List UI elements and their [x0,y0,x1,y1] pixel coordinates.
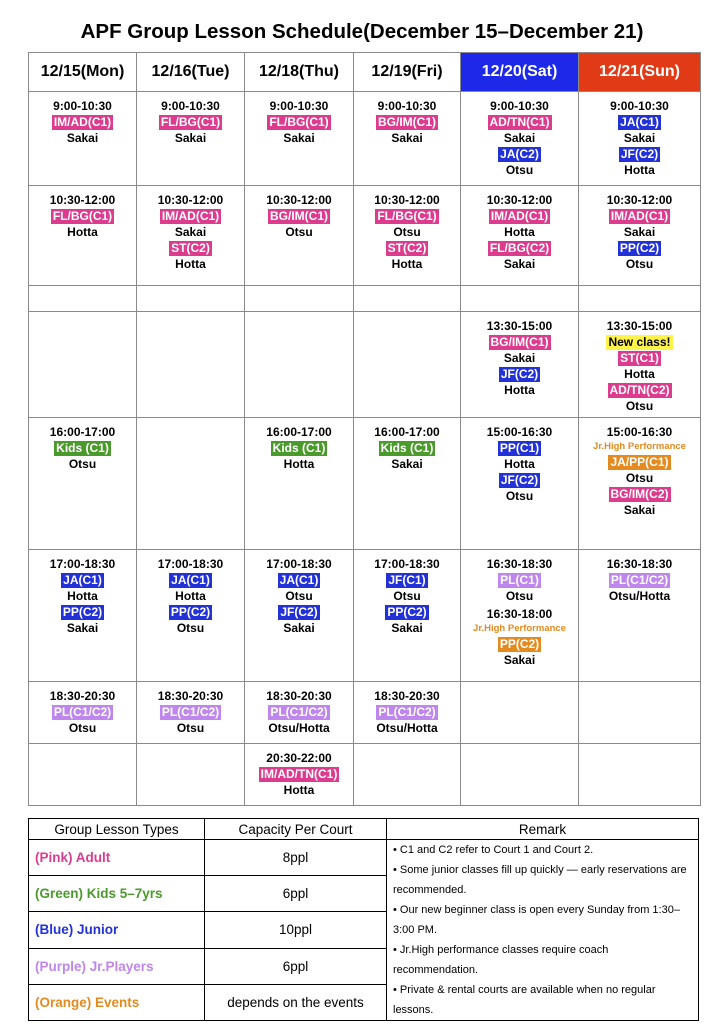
page-title: APF Group Lesson Schedule(December 15–December 21) [80,20,644,43]
schedule-cell [245,682,354,744]
lesson-label: PP(C2) [170,605,211,619]
lesson-label: BG/IM(C1) [490,335,549,349]
lesson-time: 17:00-18:30 [374,557,440,571]
lesson-teacher: Hotta [624,163,655,177]
lesson-block [461,418,578,504]
lesson-block [245,744,353,798]
lesson-block [579,550,700,604]
lesson-time: 9:00-10:30 [610,99,669,113]
lesson-teacher: Otsu/Hotta [376,721,438,735]
empty-cell [354,744,461,806]
schedule-cell [137,550,245,682]
day-header: 12/19(Fri) [354,53,461,92]
lesson-block [245,186,353,240]
lesson-block [245,550,353,636]
lesson-label: PL(C1/C2) [270,705,328,719]
lesson-time: 17:00-18:30 [266,557,332,571]
lesson-teacher: Sakai [174,131,207,145]
lesson-teacher: Otsu [625,399,654,413]
empty-cell [579,682,701,744]
schedule-cell [29,682,137,744]
schedule-cell [461,418,579,550]
lesson-block [461,92,578,178]
lesson-label: AD/TN(C2) [609,383,670,397]
lesson-time: 10:30-12:00 [266,193,332,207]
new-class-badge: New class! [608,335,671,349]
lesson-label: IM/AD/TN(C1) [260,767,338,781]
lesson-teacher: Sakai [391,457,423,471]
schedule-cell [461,312,579,418]
lesson-time: 16:00-17:00 [49,425,116,439]
capacity: depends on the events [205,984,387,1020]
lesson-block [461,312,578,398]
lesson-teacher: Hotta [283,783,315,797]
schedule-cell [245,744,354,806]
day-header-row [29,53,701,92]
lesson-block [461,186,578,272]
lesson-teacher: Sakai [503,351,536,365]
lesson-teacher: Sakai [503,131,536,145]
lesson-time: 9:00-10:30 [53,99,112,113]
lesson-block [354,92,460,146]
lesson-label: FL/BG(C1) [160,115,221,129]
lesson-label: PL(C1/C2) [53,705,112,719]
schedule-cell [245,186,354,286]
lesson-label: Kids (C1) [380,441,434,455]
lesson-time: 15:00-16:30 [486,425,553,439]
lesson-label: PL(C1/C2) [161,705,220,719]
lesson-teacher: Hotta [504,225,535,239]
lesson-label: ST(C1) [620,351,659,365]
lesson-teacher: Otsu [68,457,97,471]
lesson-teacher: Hotta [624,367,655,381]
lesson-block [354,418,460,472]
lesson-label: ST(C2) [171,241,210,255]
lesson-label: IM/AD(C1) [161,209,220,223]
lesson-label: PL(C1/C2) [610,573,669,587]
lesson-block [245,92,353,146]
lesson-block [245,682,353,736]
lesson-teacher: Hotta [175,589,206,603]
lesson-time: 16:30-18:30 [486,557,553,571]
lesson-teacher: Sakai [623,225,656,239]
schedule-cell [579,312,701,418]
lesson-teacher: Otsu [505,489,534,503]
lesson-teacher: Otsu/Hotta [268,721,330,735]
lesson-block [29,550,136,636]
lesson-time: 20:30-22:00 [266,751,332,765]
empty-cell [137,418,245,550]
capacity: 6ppl [205,948,387,984]
lesson-label: BG/IM(C1) [270,209,328,223]
lesson-label: IM/AD(C1) [53,115,112,129]
lesson-time: 10:30-12:00 [49,193,116,207]
schedule-cell [579,418,701,550]
lesson-block [354,186,460,272]
lesson-note: Jr.High Performance [473,623,566,634]
lesson-time: 17:00-18:30 [49,557,116,571]
lesson-label: AD/TN(C1) [489,115,550,129]
empty-cell [354,312,461,418]
lesson-teacher: Sakai [391,621,423,635]
lesson-label: JF(C1) [388,573,426,587]
lesson-teacher: Sakai [283,621,315,635]
lesson-label: ST(C2) [387,241,427,255]
lesson-time: 17:00-18:30 [157,557,224,571]
schedule-cell [137,92,245,186]
lesson-label: JF(C2) [500,473,539,487]
lesson-teacher: Sakai [623,503,656,517]
lesson-block [245,418,353,472]
lesson-time: 18:30-20:30 [157,689,224,703]
lesson-block [137,186,244,272]
schedule-row [29,286,701,312]
empty-cell [461,744,579,806]
day-header: 12/18(Thu) [245,53,354,92]
lesson-teacher: Sakai [66,621,99,635]
lesson-teacher: Otsu [68,721,97,735]
lesson-teacher: Sakai [503,257,536,271]
lesson-label: JF(C2) [280,605,318,619]
empty-cell [29,312,137,418]
lesson-teacher: Otsu [625,257,654,271]
lesson-label: Kids (C1) [56,441,109,455]
schedule-cell [29,186,137,286]
schedule-row [29,92,701,186]
day-header: 12/15(Mon) [29,53,137,92]
lesson-label: PP(C1) [499,441,540,455]
lesson-teacher: Hotta [67,225,98,239]
lesson-teacher: Otsu [285,589,313,603]
lesson-label: PL(C1/C2) [378,705,436,719]
schedule-cell [354,682,461,744]
lesson-teacher: Otsu [393,589,421,603]
lesson-block [579,92,700,178]
lesson-label: PP(C2) [499,637,540,651]
legend-table [28,818,699,1021]
lesson-label: PL(C1) [500,573,539,587]
lesson-time: 10:30-12:00 [486,193,553,207]
remark-list [387,840,699,1021]
lesson-teacher: Sakai [391,131,423,145]
lesson-type: (Green) Kids 5–7yrs [29,876,205,912]
legend-row [29,840,699,876]
day-header-saturday: 12/20(Sat) [461,53,579,92]
lesson-time: 13:30-15:00 [486,319,553,333]
empty-cell [461,286,579,312]
schedule-cell [354,550,461,682]
lesson-teacher: Otsu [505,589,534,603]
legend-header: Remark [387,819,699,840]
lesson-label: IM/AD(C1) [610,209,669,223]
lesson-teacher: Hotta [67,589,98,603]
schedule-row [29,186,701,286]
lesson-label: IM/AD(C1) [490,209,549,223]
lesson-block [137,682,244,736]
capacity: 8ppl [205,840,387,876]
empty-cell [29,286,137,312]
lesson-time: 10:30-12:00 [157,193,224,207]
empty-cell [137,312,245,418]
lesson-block [354,682,460,736]
lesson-time: 13:30-15:00 [606,319,673,333]
lesson-time: 18:30-20:30 [49,689,116,703]
schedule-cell [354,418,461,550]
lesson-label: JA(C1) [63,573,102,587]
lesson-time: 18:30-20:30 [374,689,440,703]
schedule-cell [245,418,354,550]
schedule-cell [579,92,701,186]
lesson-block [29,682,136,736]
lesson-teacher: Sakai [174,225,207,239]
lesson-time: 10:30-12:00 [606,193,673,207]
lesson-block [461,550,578,668]
lesson-time: 16:30-18:00 [486,607,553,621]
lesson-time: 16:00-17:00 [266,425,332,439]
lesson-time: 15:00-16:30 [606,425,673,439]
schedule-table [28,52,701,806]
lesson-teacher: Hotta [391,257,423,271]
empty-cell [137,286,245,312]
lesson-block [29,418,136,472]
capacity: 6ppl [205,876,387,912]
lesson-type: (Blue) Junior [29,912,205,948]
lesson-block [137,550,244,636]
lesson-teacher: Otsu [176,721,205,735]
lesson-teacher: Hotta [504,383,535,397]
legend-header: Group Lesson Types [29,819,205,840]
lesson-block [29,92,136,146]
schedule-cell [354,92,461,186]
lesson-teacher: Hotta [175,257,206,271]
lesson-teacher: Otsu [625,471,654,485]
lesson-label: BG/IM(C1) [378,115,436,129]
capacity: 10ppl [205,912,387,948]
lesson-block [579,186,700,272]
empty-cell [579,744,701,806]
schedule-cell [461,550,579,682]
remark-item: • Our new beginner class is open every Sunday from 1:30–3:00 PM. [393,904,680,936]
schedule-cell [461,186,579,286]
lesson-label: Kids (C1) [272,441,326,455]
lesson-type: (Purple) Jr.Players [29,948,205,984]
lesson-label: JA(C1) [620,115,659,129]
empty-cell [245,286,354,312]
lesson-label: FL/BG(C1) [377,209,437,223]
lesson-label: JF(C2) [620,147,659,161]
schedule-row [29,312,701,418]
schedule-cell [137,682,245,744]
lesson-label: FL/BG(C1) [269,115,329,129]
lesson-teacher: Sakai [66,131,99,145]
remark-item: • Private & rental courts are available when no regular lessons. [393,984,656,1016]
lesson-label: JA(C1) [279,573,319,587]
lesson-block [579,418,700,518]
lesson-block [354,550,460,636]
lesson-time: 10:30-12:00 [374,193,440,207]
empty-cell [579,286,701,312]
lesson-teacher: Otsu/Hotta [608,589,671,603]
schedule-cell [354,186,461,286]
lesson-label: FL/BG(C1) [52,209,113,223]
lesson-label: FL/BG(C2) [489,241,550,255]
lesson-label: PP(C2) [619,241,660,255]
lesson-teacher: Sakai [623,131,656,145]
lesson-time: 9:00-10:30 [377,99,437,113]
empty-cell [354,286,461,312]
schedule-cell [579,186,701,286]
empty-cell [137,744,245,806]
schedule-cell [461,92,579,186]
schedule-cell [137,186,245,286]
lesson-label: JA(C1) [171,573,210,587]
lesson-time: 18:30-20:30 [266,689,332,703]
lesson-teacher: Sakai [503,653,536,667]
lesson-teacher: Hotta [283,457,315,471]
empty-cell [461,682,579,744]
lesson-time: 16:30-18:30 [606,557,673,571]
schedule-row [29,550,701,682]
remark-item: • Jr.High performance classes require coach recommendation. [393,944,609,976]
schedule-row [29,682,701,744]
lesson-label: PP(C2) [387,605,427,619]
lesson-label: JA(C2) [500,147,539,161]
lesson-teacher: Otsu [393,225,421,239]
lesson-teacher: Sakai [283,131,315,145]
day-header-sunday: 12/21(Sun) [579,53,701,92]
lesson-label: JF(C2) [500,367,539,381]
schedule-row [29,744,701,806]
lesson-type: (Orange) Events [29,984,205,1020]
schedule-cell [245,92,354,186]
lesson-time: 9:00-10:30 [161,99,220,113]
lesson-label: PP(C2) [62,605,103,619]
remark-item: • Some junior classes fill up quickly — early reservations are recommended. [393,864,687,896]
lesson-label: BG/IM(C2) [610,487,669,501]
lesson-time: 16:00-17:00 [374,425,440,439]
lesson-teacher: Otsu [285,225,313,239]
lesson-time: 9:00-10:30 [490,99,549,113]
lesson-teacher: Hotta [504,457,535,471]
lesson-time: 9:00-10:30 [269,99,329,113]
schedule-row [29,418,701,550]
lesson-note: Jr.High Performance [593,441,686,452]
lesson-label: JA/PP(C1) [610,455,669,469]
lesson-block [137,92,244,146]
schedule-cell [579,550,701,682]
lesson-type: (Pink) Adult [29,840,205,876]
lesson-block [29,186,136,240]
schedule-cell [29,92,137,186]
schedule-cell [29,418,137,550]
schedule-cell [29,550,137,682]
day-header: 12/16(Tue) [137,53,245,92]
lesson-block [579,312,700,414]
schedule-cell [245,550,354,682]
empty-cell [29,744,137,806]
lesson-teacher: Otsu [505,163,534,177]
legend-header: Capacity Per Court [205,819,387,840]
lesson-teacher: Otsu [176,621,205,635]
empty-cell [245,312,354,418]
remark-item: • C1 and C2 refer to Court 1 and Court 2. [393,844,594,856]
